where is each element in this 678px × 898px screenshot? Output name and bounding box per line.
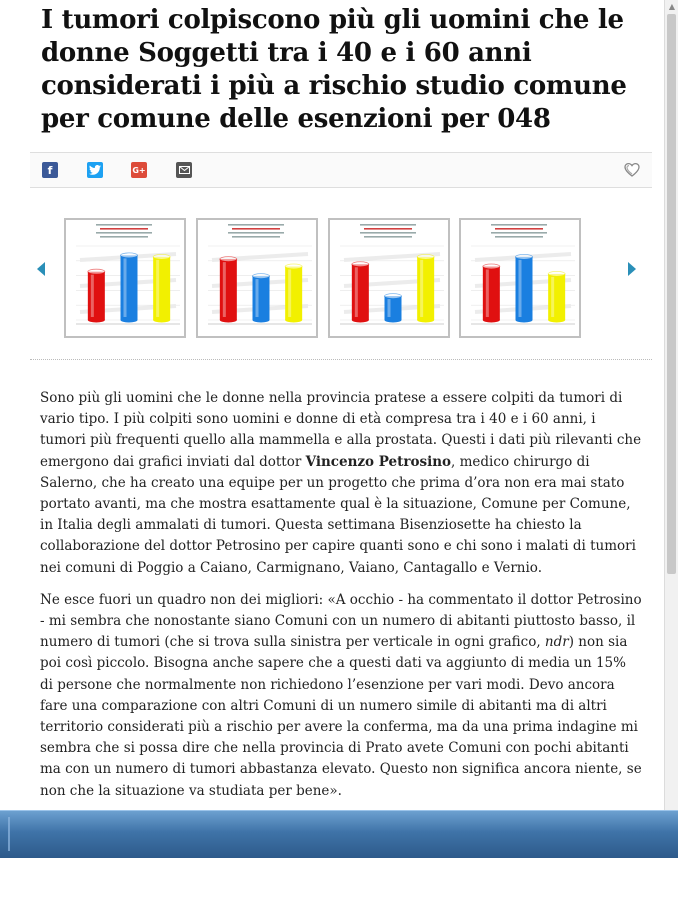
share-bar <box>30 152 652 188</box>
thumbnail-bar-shine <box>355 267 358 317</box>
article-title: I tumori colpiscono più gli uomini che le donne Soggetti tra i 40 e i 60 anni considerati i più a rischio studio comune per comune delle esenzioni per 048 <box>41 5 627 134</box>
divider <box>30 359 652 360</box>
thumbnail-bar-shine <box>288 270 291 318</box>
thumbnail-bar-cap <box>121 253 138 258</box>
thumbnail-header-line <box>232 236 280 238</box>
thumbnail-bar <box>88 272 105 320</box>
thumbnail-header-line <box>364 228 412 230</box>
google-plus-glyph: G+ <box>132 165 146 175</box>
thumbnail-header-line <box>495 228 543 230</box>
carousel-thumbnail[interactable] <box>64 218 186 338</box>
vertical-scrollbar[interactable] <box>664 0 678 810</box>
facebook-glyph: f <box>47 163 53 177</box>
thumbnail-bar <box>285 267 302 321</box>
thumbnail-bar-shine <box>551 277 554 317</box>
thumbnail-bar-shine <box>388 299 391 317</box>
thumbnail-bar-base <box>385 318 402 323</box>
image-carousel <box>30 212 652 332</box>
chart-thumbnail-svg <box>330 220 448 336</box>
blank-area <box>0 858 678 898</box>
scrollbar-thumb[interactable] <box>667 14 676 574</box>
twitter-icon[interactable] <box>87 162 103 178</box>
thumbnail-bar-cap <box>385 294 402 299</box>
thumbnail-bar-cap <box>417 254 434 259</box>
facebook-icon[interactable] <box>42 162 58 178</box>
thumbnail-bar-shine <box>91 275 94 317</box>
thumbnail-header-line <box>96 224 152 226</box>
thumbnail-bar-cap <box>88 269 105 274</box>
thumbnail-bar <box>352 264 369 320</box>
thumbnail-header-line <box>491 224 547 226</box>
email-icon[interactable] <box>176 162 192 178</box>
thumbnail-header-line <box>360 224 416 226</box>
thumbnail-header-line <box>100 228 148 230</box>
paragraph-text: Sono più gli uomini che le donne nella provincia pratese a essere colpiti da tumori di vario tipo. I più colpiti sono uomini e donne di età compresa tra i 40 e i 60 anni, i tumori più frequenti quello alla mammella e alla prostata. Questi i dati più rilevanti che emergono dai grafici inviati dal dottor <box>40 390 642 470</box>
taskbar-separator <box>8 817 10 851</box>
thumbnail-bar-shine <box>486 270 489 318</box>
article-paragraph <box>40 590 642 802</box>
thumbnail-bar-base <box>417 318 434 323</box>
italic-note: ndr <box>544 634 569 651</box>
thumbnail-bar-base <box>121 318 138 323</box>
author-name: Vincenzo Petrosino <box>305 453 452 470</box>
thumbnail-bar <box>483 267 500 321</box>
carousel-prev-icon[interactable] <box>37 262 45 276</box>
thumbnail-bar-cap <box>548 271 565 276</box>
thumbnail-bar-cap <box>153 254 170 259</box>
thumbnail-bar-cap <box>253 274 270 279</box>
thumbnail-header-line <box>228 232 284 234</box>
chart-thumbnail-svg <box>461 220 579 336</box>
thumbnail-bar-base <box>548 318 565 323</box>
thumbnail-bar-base <box>516 318 533 323</box>
carousel-thumbnail[interactable] <box>328 218 450 338</box>
thumbnail-bar-shine <box>256 279 259 317</box>
envelope-icon <box>179 166 190 174</box>
thumbnail-header-line <box>232 228 280 230</box>
google-plus-icon[interactable] <box>131 162 147 178</box>
thumbnail-bar <box>548 274 565 320</box>
thumbnail-bar-base <box>88 318 105 323</box>
thumbnail-bar <box>253 276 270 320</box>
carousel-thumbnail[interactable] <box>196 218 318 338</box>
thumbnail-header-line <box>360 232 416 234</box>
thumbnail-bar-base <box>483 318 500 323</box>
thumbnail-bar-base <box>285 318 302 323</box>
thumbnail-bar <box>417 257 434 320</box>
scroll-up-icon[interactable]: ▲ <box>668 2 676 11</box>
chart-thumbnail-svg <box>198 220 316 336</box>
article-body <box>40 388 642 813</box>
heart-icon[interactable] <box>624 162 640 178</box>
thumbnail-bar-base <box>253 318 270 323</box>
paragraph-text: Ne esce fuori un quadro non dei migliori: «A occhio - ha commentato il dottor Petrosino - mi sembra che nonostante siano Comuni con un numero di abitanti piuttosto basso, il numero di tumori (che si trova sulla sinistra per verticale in ogni grafico, <box>40 591 642 651</box>
thumbnail-header-line <box>96 232 152 234</box>
windows-taskbar <box>0 810 678 858</box>
thumbnail-bar <box>153 257 170 320</box>
paragraph-text: ) non sia poi così piccolo. Bisogna anche sapere che a questi dati va aggiunto di media un 15% di persone che normalmente non richiedono l’esenzione per vari modi. Devo ancora fare una comparazione con altri Comuni di un numero simile di abitanti ma di altri territorio considerati più a rischio per avere la conferma, ma da una prima indagine mi sembra che si possa dire che nella provincia di Prato avete Comuni con pochi abitanti ma con un numero di tumori abbastanza elevato. Questo non significa ancora niente, se non che la situazione va studiata per bene». <box>40 634 642 799</box>
thumbnail-bar-cap <box>483 264 500 269</box>
thumbnail-header-line <box>100 236 148 238</box>
thumbnail-bar-shine <box>156 260 159 317</box>
carousel-thumbnail[interactable] <box>459 218 581 338</box>
thumbnail-header-line <box>495 236 543 238</box>
thumbnail-bar <box>516 257 533 320</box>
thumbnail-bar-shine <box>420 260 423 317</box>
thumbnail-bar-base <box>352 318 369 323</box>
twitter-bird-icon <box>89 165 101 175</box>
article-paragraph <box>40 388 642 579</box>
thumbnail-bar-base <box>220 318 237 323</box>
thumbnail-header-line <box>491 232 547 234</box>
chart-thumbnail-svg <box>66 220 184 336</box>
thumbnail-bar-shine <box>223 262 226 317</box>
thumbnail-header-line <box>364 236 412 238</box>
thumbnail-bar <box>121 255 138 320</box>
thumbnail-bar-shine <box>124 258 127 317</box>
thumbnail-bar-cap <box>516 254 533 259</box>
carousel-next-icon[interactable] <box>628 262 636 276</box>
thumbnail-bar <box>385 296 402 320</box>
thumbnail-bar <box>220 259 237 320</box>
thumbnail-bar-cap <box>220 257 237 262</box>
thumbnail-header-line <box>228 224 284 226</box>
thumbnail-bar-shine <box>519 260 522 317</box>
thumbnail-bar-base <box>153 318 170 323</box>
thumbnail-bar-cap <box>285 264 302 269</box>
thumbnail-bar-cap <box>352 262 369 267</box>
paragraph-text: , medico chirurgo di Salerno, che ha creato una equipe per un progetto che prima d’ora non era mai stato portato avanti, ma che mostra esattamente qual è la situazione, Comune per Comune, in Italia degli ammalati di tumori. Questa settimana Bisenziosette ha chiesto la collaborazione del dottor Petrosino per capire quanti sono e chi sono i malati di tumori nei comuni di Poggio a Caiano, Carmignano, Vaiano, Cantagallo e Vernio. <box>40 453 636 576</box>
